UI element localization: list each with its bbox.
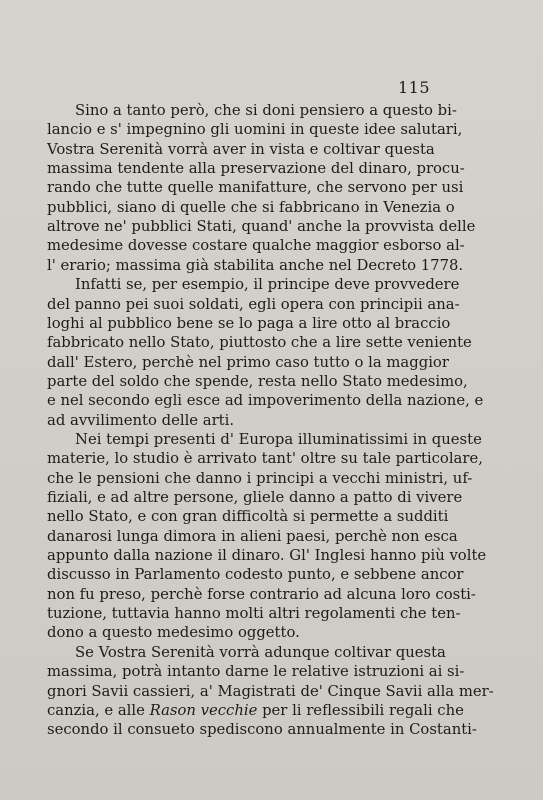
text-line: secondo il consueto spediscono annualmente in Costanti- [47,721,477,739]
text-line: e nel secondo egli esce ad impoverimento della nazione, e [47,392,484,410]
text-line: materie, lo studio è arrivato tant' oltre su tale particolare, [47,450,483,468]
text-line: altrove ne' pubblici Stati, quand' anche la provvista delle [47,218,476,236]
text-line: nello Stato, e con gran difficoltà si permette a sudditi [47,508,449,526]
text-line: Nei tempi presenti d' Europa illuminatissimi in queste [75,430,482,448]
text-line: che le pensioni che danno i principi a vecchi ministri, uf- [47,469,473,487]
text-line: l' erario; massima già stabilita anche nel Decreto 1778. [47,256,464,274]
text-line: fabbricato nello Stato, piuttosto che a lire sette veniente [47,334,472,352]
text-line: massima tendente alla preservazione del dinaro, procu- [47,160,465,178]
text-line: medesime dovesse costare qualche maggior esborso al- [47,237,465,255]
text-line: pubblici, siano di quelle che si fabbricano in Venezia o [47,198,455,216]
text-segment: canzia, e alle [47,701,150,719]
text-line: del panno pei suoi soldati, egli opera con principii ana- [47,295,460,313]
text-line: rando che tutte quelle manifatture, che servono per usi [47,179,464,197]
text-line: non fu preso, perchè forse contrario ad alcuna loro costi- [47,585,476,603]
text-line: massima, potrà intanto darne le relative istruzioni ai si- [47,663,465,681]
text-line [47,701,464,720]
text-line: tuzione, tuttavia hanno molti altri regolamenti che ten- [47,605,461,623]
text-line: loghi al pubblico bene se lo paga a lire otto al braccio [47,314,451,332]
text-line: dall' Estero, perchè nel primo caso tutto o la maggior [47,353,449,371]
text-line: fiziali, e ad altre persone, gliele danno a patto di vivere [47,489,463,506]
text-segment: per li reflessibili regali che [257,701,464,719]
text-line: discusso in Parlamento codesto punto, e sebbene ancor [47,566,464,584]
text-line: parte del soldo che spende, resta nello Stato medesimo, [47,372,468,390]
text-line: lancio e s' impegnino gli uomini in queste idee salutari, [47,121,463,139]
text-line: Vostra Serenità vorrà aver in vista e coltivar questa [47,140,435,158]
text-line: Infatti se, per esempio, il principe deve provvedere [75,276,460,294]
page-number: 115 [397,78,430,97]
text-line: ad avvilimento delle arti. [47,411,235,429]
italic-term: Rason vecchie [149,701,258,719]
text-line: Sino a tanto però, che si doni pensiero a questo bi- [75,102,457,119]
text-line: dono a questo medesimo oggetto. [47,624,300,642]
text-line: gnori Savii cassieri, a' Magistrati de' Cinque Savii alla mer- [47,682,494,700]
text-line: Se Vostra Serenità vorrà adunque coltivar questa [75,643,446,661]
text-line: danarosi lunga dimora in alieni paesi, perchè non esca [47,527,458,545]
text-line: appunto dalla nazione il dinaro. Gl' Inglesi hanno più volte [47,547,487,565]
